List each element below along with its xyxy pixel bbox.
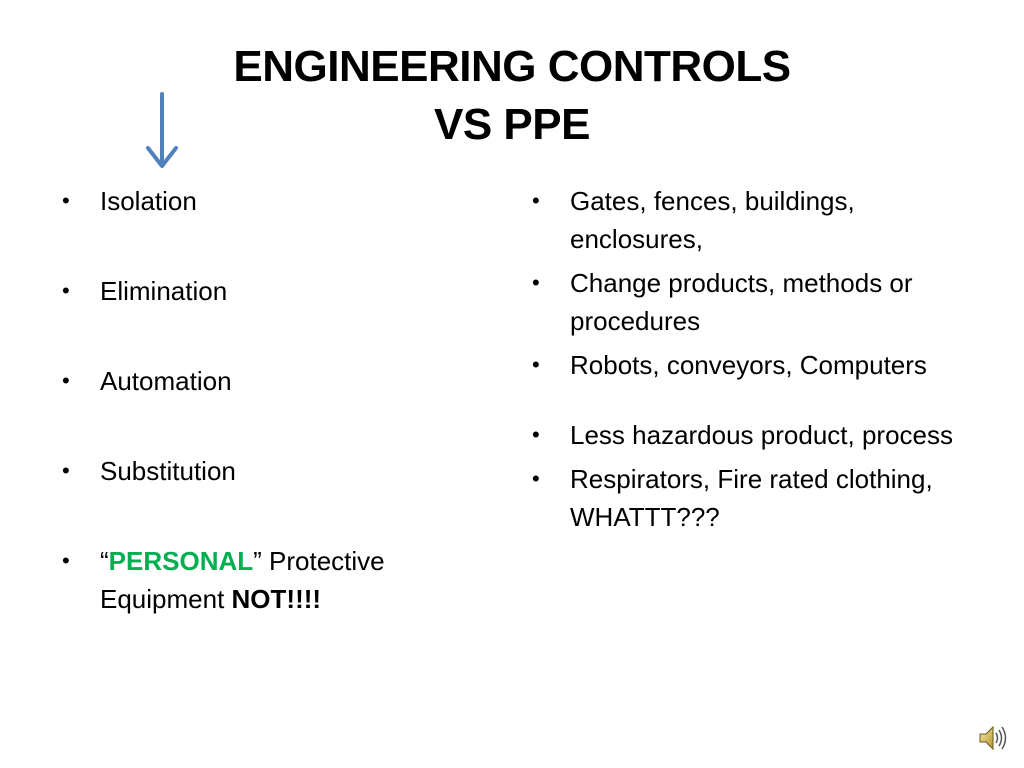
bullet: • (62, 548, 70, 573)
list-item-text: Elimination (100, 276, 228, 306)
list-item-text: Automation (100, 366, 232, 396)
bullet: • (532, 466, 540, 491)
title-line-2: VS PPE (434, 100, 590, 149)
left-bullet-list (60, 182, 460, 670)
list-item-text: Isolation (100, 186, 197, 216)
list-item (60, 362, 460, 400)
protective-equipment-text: ” Protective Equipment (100, 546, 385, 614)
list-item-text: Gates, fences, buildings, enclosures, (570, 186, 855, 254)
bullet: • (62, 368, 70, 393)
list-item (60, 182, 460, 220)
personal-highlight: PERSONAL (108, 546, 254, 576)
list-item-text: Substitution (100, 456, 236, 486)
down-arrow-icon (140, 92, 184, 172)
bullet: • (532, 422, 540, 447)
bullet: • (62, 458, 70, 483)
bullet: • (532, 352, 540, 377)
list-item-text: Robots, conveyors, Computers (570, 350, 927, 380)
list-item-text: Less hazardous product, process (570, 420, 953, 450)
list-item-text: Change products, methods or procedures (570, 268, 913, 336)
list-item (530, 182, 970, 258)
bullet: • (62, 278, 70, 303)
right-bullet-list (530, 182, 970, 542)
list-item (530, 416, 970, 454)
slide-title (112, 38, 912, 154)
bullet: • (532, 188, 540, 213)
open-quote: “ (100, 546, 109, 576)
bullet: • (62, 188, 70, 213)
list-item-text: Respirators, Fire rated clothing, WHATTT??? (570, 464, 933, 532)
title-line-1: ENGINEERING CONTROLS (233, 42, 791, 91)
list-item (60, 272, 460, 310)
not-emphasis: NOT!!!! (231, 584, 322, 614)
speaker-icon[interactable] (978, 724, 1008, 752)
list-item (530, 460, 970, 536)
list-item (60, 452, 460, 490)
list-item (530, 264, 970, 340)
bullet: • (532, 270, 540, 295)
list-item (530, 346, 970, 384)
list-item-personal (60, 542, 460, 618)
